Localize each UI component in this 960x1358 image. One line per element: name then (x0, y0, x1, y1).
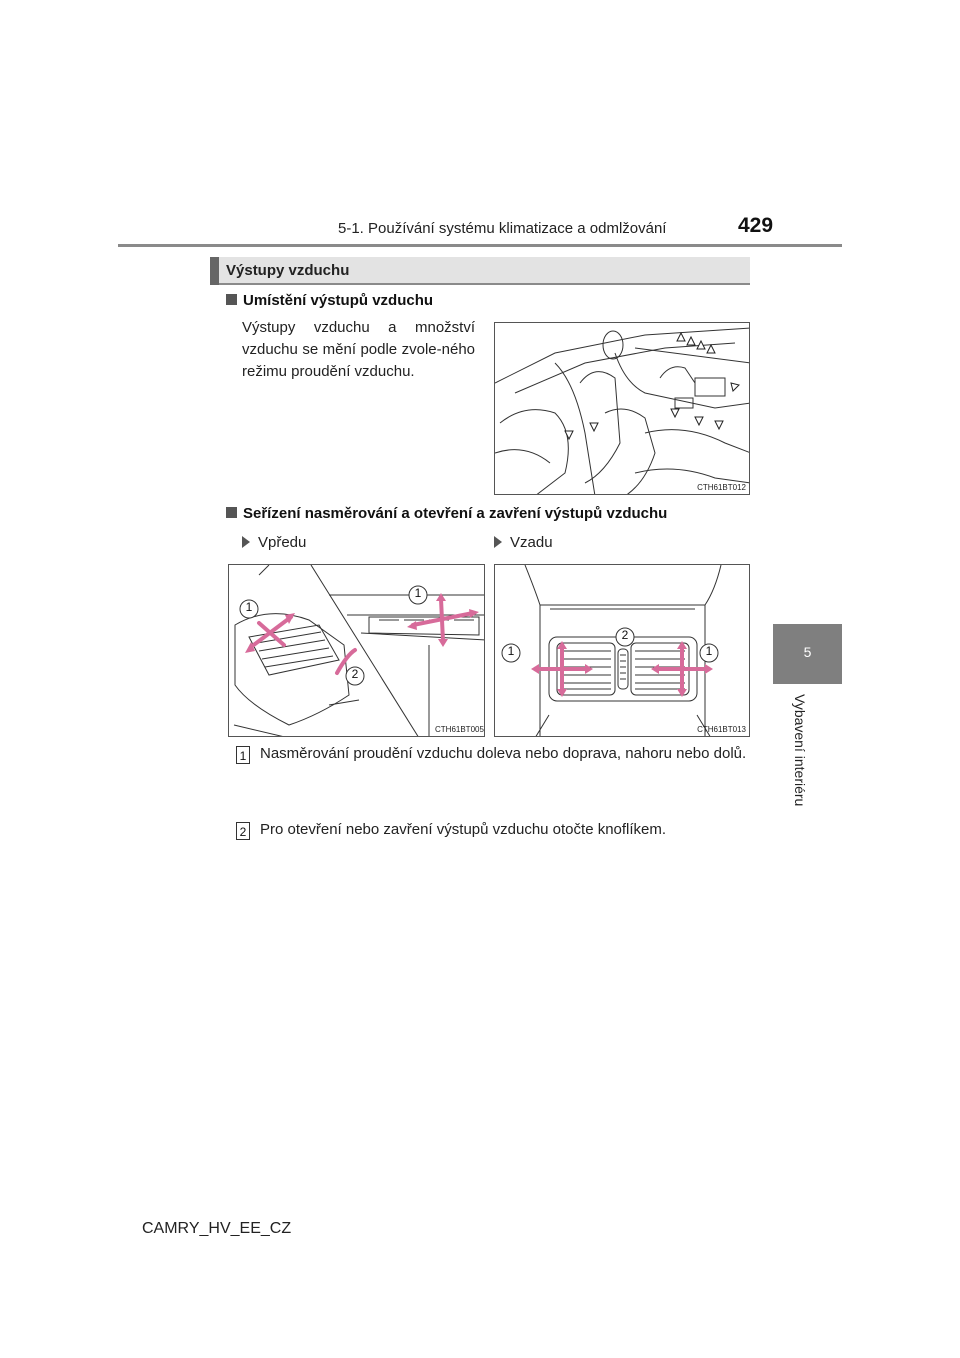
rear-label-text: Vzadu (510, 534, 553, 551)
image-code: CTH61BT013 (697, 725, 746, 734)
subsection-heading-adjustment-text: Seřízení nasměrování a otevření a zavření výstupů vzduchu (243, 505, 668, 522)
subsection-heading-location (226, 292, 433, 309)
subsection-heading-location-text: Umístění výstupů vzduchu (243, 292, 434, 309)
chapter-number: 5 (803, 644, 812, 660)
triangle-bullet-icon (242, 536, 250, 548)
chapter-label (790, 694, 810, 864)
image-code: CTH61BT005 (435, 725, 484, 734)
item-number-badge: 2 (236, 822, 250, 840)
item-number-2 (236, 822, 250, 841)
callout-1-left: 1 (507, 644, 515, 658)
car-interior-drawing (495, 323, 750, 495)
chapter-label-text: Vybavení interiéru (792, 694, 808, 807)
running-header: 5-1. Používání systému klimatizace a odmlžování (338, 220, 667, 237)
image-code: CTH61BT012 (697, 483, 746, 492)
header-rule (118, 244, 842, 247)
section-title: Výstupy vzduchu (226, 262, 350, 279)
item-number-1 (236, 746, 250, 765)
item-text-2: Pro otevření nebo zavření výstupů vzduchu otočte knoflíkem. (260, 821, 667, 838)
page-number: 429 (738, 214, 774, 237)
item-number-badge: 1 (236, 746, 250, 764)
section-accent (210, 257, 219, 285)
cabin-outlets-illustration (494, 322, 750, 495)
callout-2: 2 (351, 667, 359, 681)
front-vents-illustration (228, 564, 485, 737)
subsection-heading-adjustment (226, 505, 667, 522)
rear-vents-illustration (494, 564, 750, 737)
rear-label (494, 534, 553, 551)
callout-1-left: 1 (245, 600, 253, 614)
front-label-text: Vpředu (258, 534, 307, 551)
location-description: Výstupy vzduchu a množství vzduchu se mění podle zvole-ného režimu proudění vzduchu. (242, 319, 475, 380)
document-code: CAMRY_HV_EE_CZ (142, 1220, 292, 1237)
triangle-bullet-icon (494, 536, 502, 548)
square-bullet-icon (226, 507, 237, 518)
callout-1-right: 1 (705, 644, 713, 658)
callout-1-right: 1 (414, 586, 422, 600)
square-bullet-icon (226, 294, 237, 305)
front-label (242, 534, 306, 551)
callout-2: 2 (621, 628, 629, 642)
front-vents-drawing (229, 565, 485, 737)
item-text-1: Nasměrování proudění vzduchu doleva nebo doprava, nahoru nebo dolů. (260, 745, 747, 762)
